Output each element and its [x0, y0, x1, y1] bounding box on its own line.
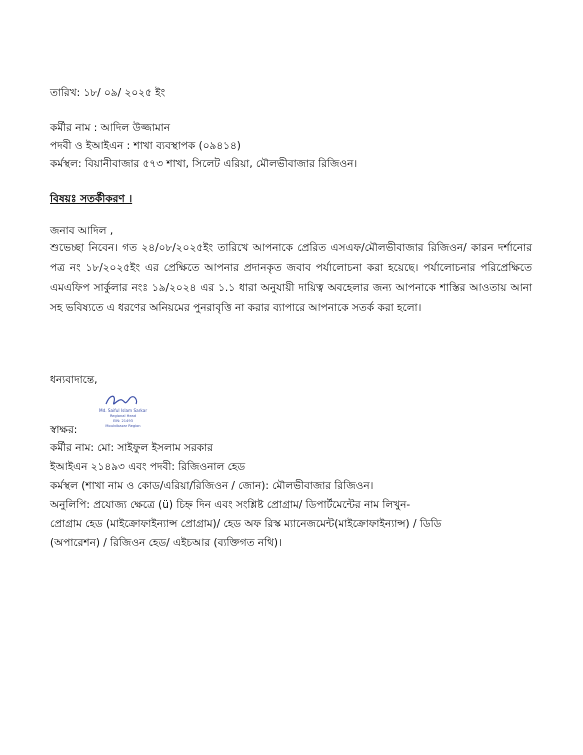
signature-scribble — [106, 396, 137, 404]
letter-subject: বিষয়ঃ সতর্কীকরণ । — [50, 193, 133, 205]
signature-stamp — [88, 392, 158, 430]
copy-instruction: অনুলিপি: প্রযোজ্য ক্ষেত্রে (ü) চিহ্ন দিন এবং সংশ্লিষ্ট প্রোগ্রাম/ ডিপার্টমেন্টের নাম লিখুন- — [50, 499, 411, 511]
stamp-name: Md. Saiful Islam Sarkar — [98, 408, 148, 413]
copy-recipients-line2: (অপারেশন) / রিজিওন হেড/ এইচআর (ব্যক্তিগত নথি)। — [50, 537, 282, 549]
recipient-workplace: কর্মস্থল: বিয়ানীবাজার ৫৭৩ শাখা, সিলেট এরিয়া, মৌলভীবাজার রিজিওন। — [50, 158, 358, 170]
letter-body: শুভেচ্ছা নিবেন। গত ২৪/০৮/২০২৫ইং তারিখে আপনাকে প্রেরিত এসএফ/মৌলভীবাজার রিজিওন/ কারন দর্শানোর পত্র নং ১৮/২০২৫ইং এর প্রেক্ষিতে আপনার প্রদানকৃত জবাব পর্যালোচনা করা হয়েছে। পর্যালোচনার পরিপ্রেক্ষিতে এমএফিপ সার্কুলার নংঃ ১৯/২০২৪ এর ১.১ ধারা অনুযায়ী দায়িত্ব অবহেলার জন্য আপনাকে শাস্তির আওতায় আনা সহ ভবিষ্যতে এ ধরণের অনিয়মের পুনরাবৃত্তি না করার ব্যাপারে আপনাকে সতর্ক করা হলো। — [50, 242, 532, 314]
stamp-line2: Regional Head — [109, 414, 137, 418]
stamp-line4: Moulvibazar Region — [105, 424, 141, 428]
sender-ein-designation: ইআইএন ২১৪৯৩ এবং পদবী: রিজিওনাল হেড — [50, 461, 246, 473]
copy-recipients-line1: প্রোগ্রাম হেড (মাইক্রোফাইন্যান্স প্রোগ্রাম)/ হেড অফ রিস্ক ম্যানেজমেন্ট(মাইক্রোফাইন্যান্স) / ডিডি — [50, 518, 442, 530]
recipient-designation: পদবী ও ইআইএন : শাখা ব্যবস্থাপক (০৯৪১৪) — [50, 140, 241, 152]
recipient-name: কর্মীর নাম : আদিল উজ্জামান — [50, 122, 170, 134]
sender-name: কর্মীর নাম: মো: সাইফুল ইসলাম সরকার — [50, 442, 213, 454]
salutation: জনাব আদিল , — [50, 225, 114, 237]
letter-date: তারিখ: ১৮/ ০৯/ ২০২৫ ইং — [50, 87, 166, 99]
signature-label: স্বাক্ষর: — [50, 424, 78, 436]
sender-workplace: কর্মস্থল (শাখা নাম ও কোড/এরিয়া/রিজিওন / জোন): মৌলভীবাজার রিজিওন। — [50, 480, 374, 492]
closing: ধন্যবাদান্তে, — [50, 374, 98, 386]
stamp-line3: EIN: 21493 — [113, 419, 133, 423]
